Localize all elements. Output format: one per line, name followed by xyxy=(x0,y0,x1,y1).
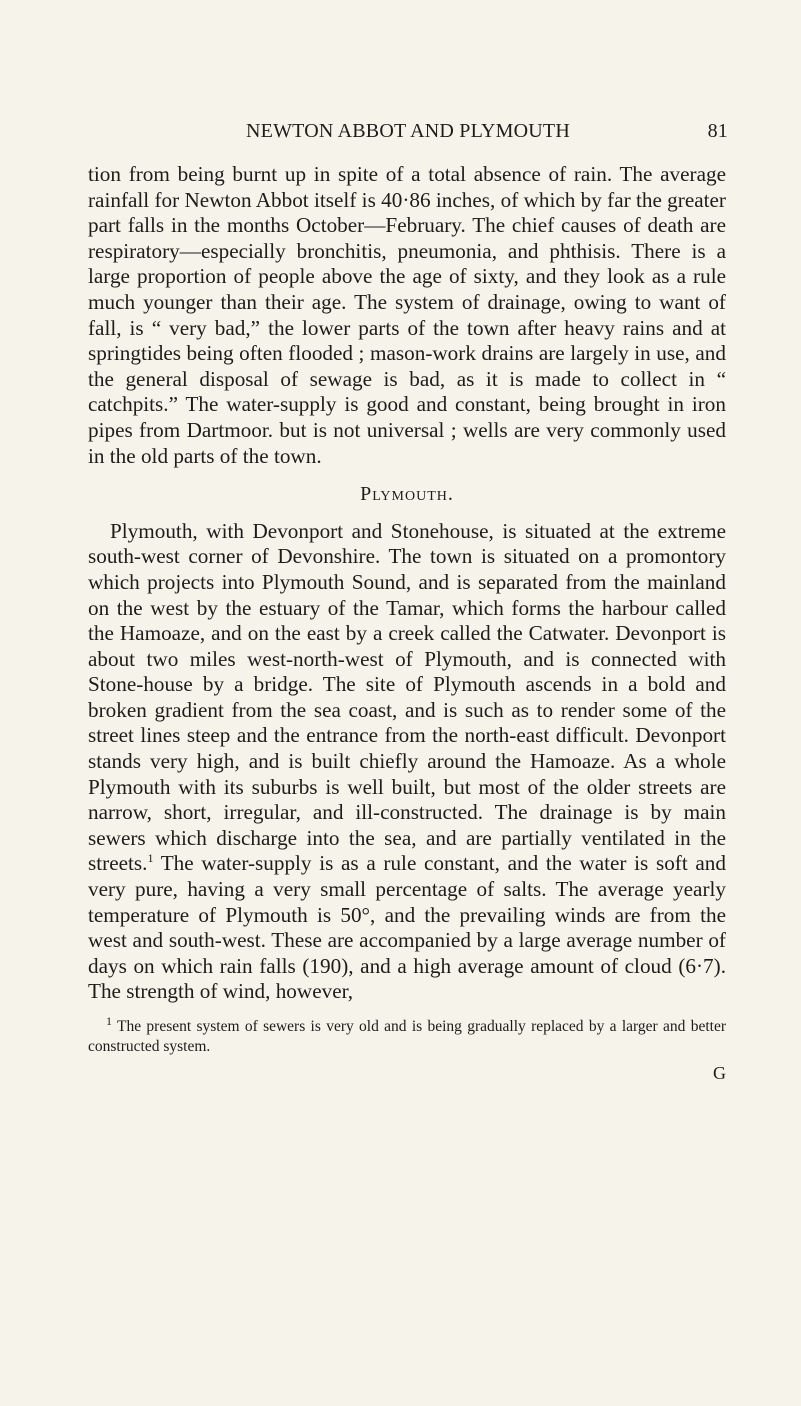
running-title: NEWTON ABBOT AND PLYMOUTH xyxy=(246,120,570,142)
footnote xyxy=(88,1013,726,1057)
page-number: 81 xyxy=(707,120,728,142)
footnote-reference: 1 xyxy=(147,851,154,866)
plymouth-text-part-1: Plymouth, with Devonport and Stonehouse, is situated at the extreme south-west corner of Devonshire. The town is situated on a promontory which projects into Plymouth Sound, and is separated from the mainland on the west by the estuary of the Tamar, which forms the harbour called the Hamoaze, and on the east by a creek called the Catwater. Devonport is about two miles west-north-west of Plymouth, and is connected with Stone-house by a bridge. The site of Plymouth ascends in a bold and broken gradient from the sea coast, and is such as to render some of the street lines steep and the entrance from the north-east difficult. Devonport stands very high, and is built chiefly around the Hamoaze. As a whole Plymouth with its suburbs is well built, but most of the older streets are narrow, short, irregular, and ill-constructed. The drainage is by main sewers which discharge into the sea, and are partially ventilated in the streets. xyxy=(88,518,726,876)
body-text xyxy=(88,162,726,1087)
running-head xyxy=(88,120,728,148)
signature-mark: G xyxy=(713,1063,726,1083)
footnote-marker: 1 xyxy=(106,1013,112,1028)
continuation-paragraph: tion from being burnt up in spite of a total absence of rain. The average rainfall for Newton Abbot itself is 40·86 inches, of which by far the greater part falls in the months October—February. The chief causes of death are respiratory—especially bronchitis, pneumonia, and phthisis. There is a large proportion of people above the age of sixty, and they look as a rule much younger than their age. The system of drainage, owing to want of fall, is “ very bad,” the lower parts of the town after heavy rains and at springtides being often flooded ; mason-work drains are largely in use, and the general disposal of sewage is bad, as it is made to collect in “ catchpits.” The water-supply is good and constant, being brought in iron pipes from Dartmoor. but is not universal ; wells are very commonly used in the old parts of the town. xyxy=(88,162,726,468)
section-heading: Plymouth. xyxy=(360,483,454,506)
plymouth-paragraph xyxy=(88,519,726,1005)
footnote-text: The present system of sewers is very old and is being gradually replaced by a larger and better constructed system. xyxy=(88,1018,726,1055)
plymouth-text-part-2: The water-supply is as a rule constant, and the water is soft and very pure, having a very small percentage of salts. The average yearly temperature of Plymouth is 50°, and the prevailing winds are from the west and south-west. These are accompanied by a large average number of days on which rain falls (190), and a high average amount of cloud (6·7). The strength of wind, however, xyxy=(88,851,726,1004)
